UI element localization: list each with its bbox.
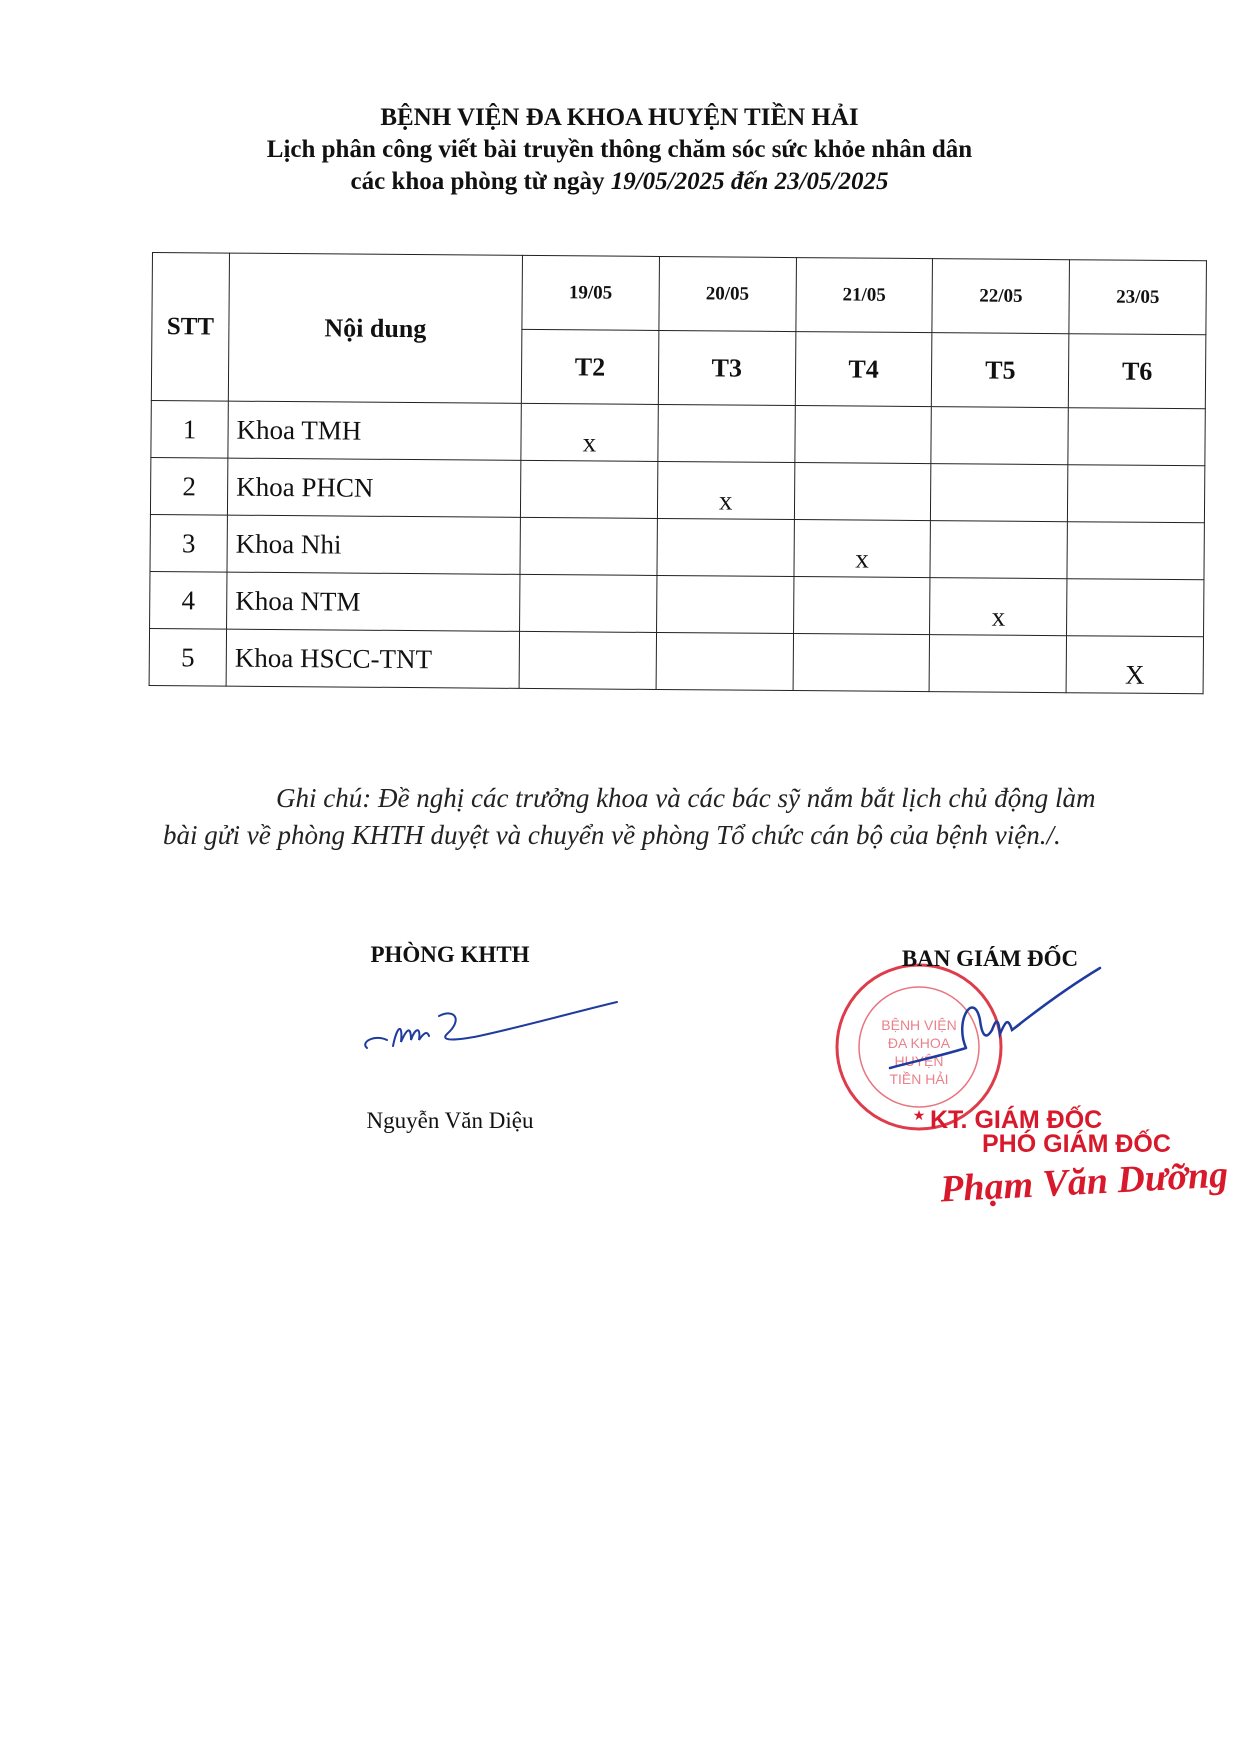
date-header: 19/05	[522, 255, 659, 330]
assignment-mark	[794, 463, 931, 521]
director-board-title: BAN GIÁM ĐỐC	[901, 946, 1079, 971]
date-range-line	[0, 168, 1239, 196]
svg-text:HUYỆN: HUYỆN	[894, 1053, 944, 1069]
assignment-mark: x	[657, 461, 794, 519]
department-name: Khoa Nhi	[227, 515, 520, 574]
note-paragraph	[163, 780, 1163, 854]
column-header-stt: STT	[151, 253, 229, 402]
hospital-name: BỆNH VIỆN ĐA KHOA HUYỆN TIỀN HẢI	[380, 104, 859, 131]
assignment-mark	[929, 635, 1066, 693]
department-name: Khoa TMH	[228, 401, 521, 460]
table-row	[150, 514, 1204, 579]
khth-signature-title: PHÒNG KHTH	[370, 942, 530, 967]
weekday-header: T2	[521, 329, 658, 404]
director-delegation: KT. GIÁM ĐỐC	[930, 1106, 1103, 1134]
assignment-mark: x	[930, 578, 1067, 636]
weekday-header: T4	[795, 332, 932, 407]
assignment-mark	[930, 521, 1067, 579]
assignment-mark	[658, 404, 795, 462]
assignment-mark	[656, 575, 793, 633]
department-name: Khoa NTM	[227, 572, 520, 631]
assignment-mark	[520, 460, 657, 518]
khth-signature-icon	[355, 990, 625, 1070]
assignment-mark	[931, 464, 1068, 522]
note-line-1: Ghi chú: Đề nghị các trưởng khoa và các bác sỹ nắm bắt lịch chủ động làm	[276, 783, 1096, 813]
assignment-mark	[1068, 408, 1205, 466]
note-line-2: bài gửi về phòng KHTH duyệt và chuyển về phòng Tổ chức cán bộ của bệnh viện./.	[163, 820, 1061, 850]
date-header: 21/05	[795, 258, 932, 333]
assignment-mark: x	[794, 520, 931, 578]
assignment-mark	[657, 518, 794, 576]
assignment-mark	[1068, 465, 1205, 523]
schedule-table	[149, 252, 1207, 694]
date-header: 20/05	[659, 256, 796, 331]
row-number: 2	[150, 457, 227, 515]
svg-text:★: ★	[912, 1109, 926, 1124]
assignment-mark	[520, 517, 657, 575]
svg-text:BỆNH VIỆN: BỆNH VIỆN	[881, 1017, 957, 1033]
svg-text:ĐA KHOA: ĐA KHOA	[887, 1035, 951, 1051]
assignment-mark: X	[1066, 636, 1203, 694]
table-row	[150, 571, 1204, 636]
director-signature-icon	[880, 960, 1110, 1100]
assignment-mark	[793, 634, 930, 692]
row-number: 4	[150, 571, 227, 629]
date-range-prefix: các khoa phòng từ ngày	[350, 168, 605, 195]
row-number: 5	[149, 628, 226, 686]
khth-signer-name: Nguyễn Văn Diệu	[366, 1108, 534, 1133]
date-range-dates: 19/05/2025 đến 23/05/2025	[610, 168, 889, 195]
row-number: 3	[150, 514, 227, 572]
table-row	[149, 628, 1203, 693]
department-name: Khoa PHCN	[227, 458, 520, 517]
department-name: Khoa HSCC-TNT	[226, 629, 519, 688]
weekday-header: T5	[932, 333, 1069, 408]
table-row	[150, 457, 1204, 522]
assignment-mark	[520, 574, 657, 632]
assignment-mark: x	[521, 403, 658, 461]
director-signer-name: Phạm Văn Dưỡng	[939, 1153, 1230, 1211]
date-header: 22/05	[932, 259, 1069, 334]
assignment-mark	[794, 406, 931, 464]
table-header-row	[152, 253, 1207, 335]
assignment-mark	[1067, 579, 1204, 637]
assignment-mark	[656, 632, 793, 690]
deputy-director-title: PHÓ GIÁM ĐỐC	[982, 1130, 1171, 1158]
column-header-content: Nội dung	[228, 253, 522, 403]
assignment-mark	[793, 577, 930, 635]
assignment-mark	[519, 631, 656, 689]
weekday-header: T3	[658, 330, 795, 405]
document-subtitle: Lịch phân công viết bài truyền thông chăm sóc sức khỏe nhân dân	[266, 136, 973, 163]
svg-text:TIỀN HẢI: TIỀN HẢI	[889, 1071, 949, 1087]
weekday-header: T6	[1068, 334, 1205, 409]
table-row	[151, 400, 1205, 465]
assignment-mark	[1067, 522, 1204, 580]
row-number: 1	[151, 400, 228, 458]
date-header: 23/05	[1069, 260, 1206, 335]
assignment-mark	[931, 407, 1068, 465]
